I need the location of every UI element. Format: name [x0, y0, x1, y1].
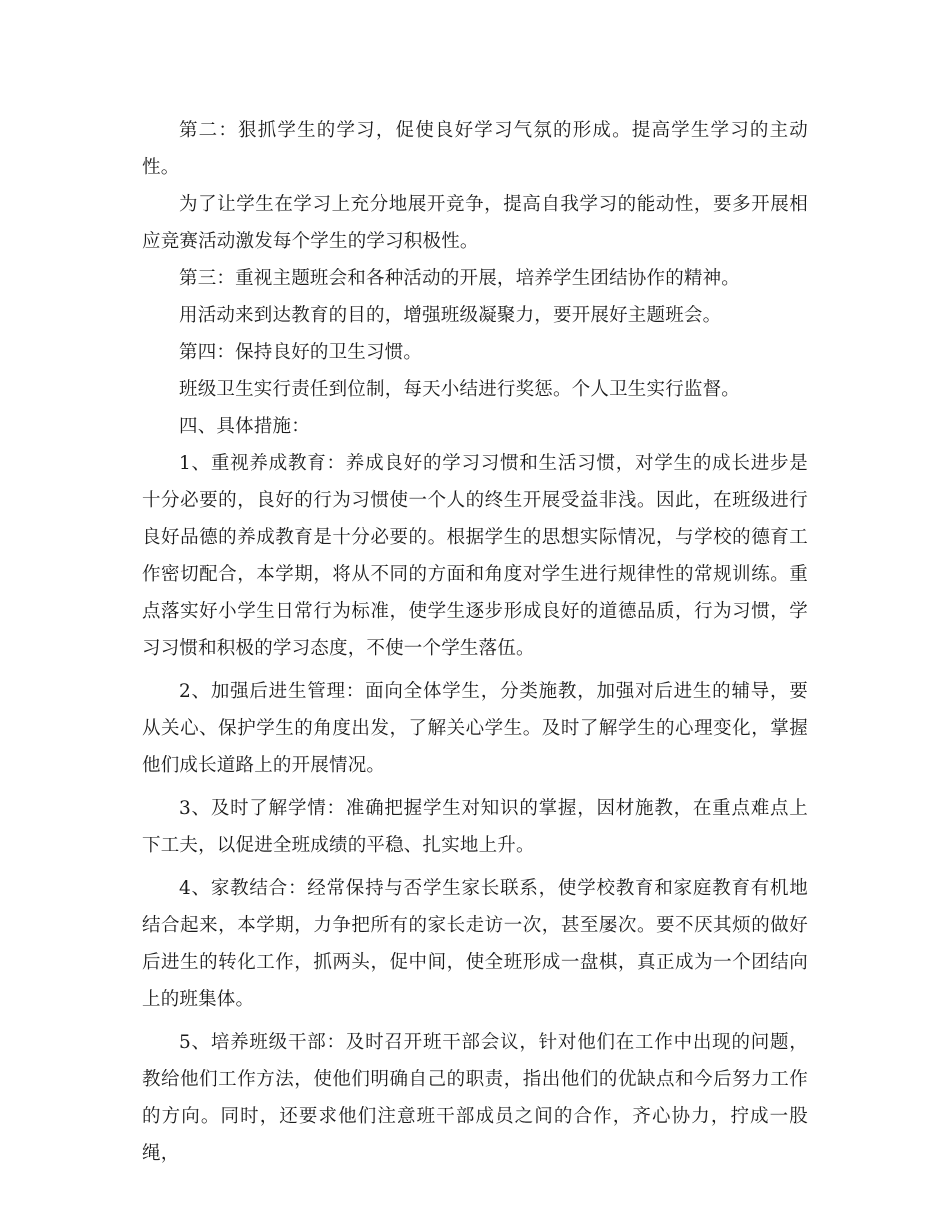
- paragraph-7: 四、具体措施：: [179, 416, 310, 437]
- paragraph-5: 第四：保持良好的卫生习惯。: [179, 342, 423, 363]
- paragraph-11: 4、家教结合：经常保持与否学生家长联系，使学校教育和家庭教育有机地结合起来，本学期，力争把所有的家长走访一次，甚至屡次。要不厌其烦的做好后进生的转化工作，抓两头，促中间，使全班形成一盘棋，真正成为一个团结向上的班集体。: [142, 878, 808, 1010]
- document-body: [142, 112, 808, 1172]
- paragraph-3: 第三：重视主题班会和各种活动的开展，培养学生团结协作的精神。: [179, 268, 741, 289]
- paragraph-1: 第二：狠抓学生的学习，促使良好学习气氛的形成。提高学生学习的主动性。: [142, 120, 808, 178]
- paragraph-4: 用活动来到达教育的目的，增强班级凝聚力，要开展好主题班会。: [179, 305, 722, 326]
- paragraph-12: 5、培养班级干部：及时召开班干部会议，针对他们在工作中出现的问题，教给他们工作方法，使他们明确自己的职责，指出他们的优缺点和今后努力工作的方向。同时，还要求他们注意班干部成员之间的合作，齐心协力，拧成一股绳，: [142, 1032, 808, 1164]
- paragraph-2: 为了让学生在学习上充分地展开竞争，提高自我学习的能动性，要多开展相应竞赛活动激发每个学生的学习积极性。: [142, 194, 808, 252]
- paragraph-6: 班级卫生实行责任到位制，每天小结进行奖惩。个人卫生实行监督。: [179, 379, 741, 400]
- paragraph-8: 1、重视养成教育：养成良好的学习习惯和生活习惯，对学生的成长进步是十分必要的，良好的行为习惯使一个人的终生开展受益非浅。因此，在班级进行良好品德的养成教育是十分必要的。根据学生的思想实际情况，与学校的德育工作密切配合，本学期，将从不同的方面和角度对学生进行规律性的常规训练。重点落实好小学生日常行为标准，使学生逐步形成良好的道德品质，行为习惯，学习习惯和积极的学习态度，不使一个学生落伍。: [142, 453, 808, 659]
- paragraph-10: 3、及时了解学情：准确把握学生对知识的掌握，因材施教，在重点难点上下工夫，以促进全班成绩的平稳、扎实地上升。: [142, 798, 808, 856]
- paragraph-9: 2、加强后进生管理：面向全体学生，分类施教，加强对后进生的辅导，要从关心、保护学生的角度出发，了解关心学生。及时了解学生的心理变化，掌握他们成长道路上的开展情况。: [142, 681, 808, 776]
